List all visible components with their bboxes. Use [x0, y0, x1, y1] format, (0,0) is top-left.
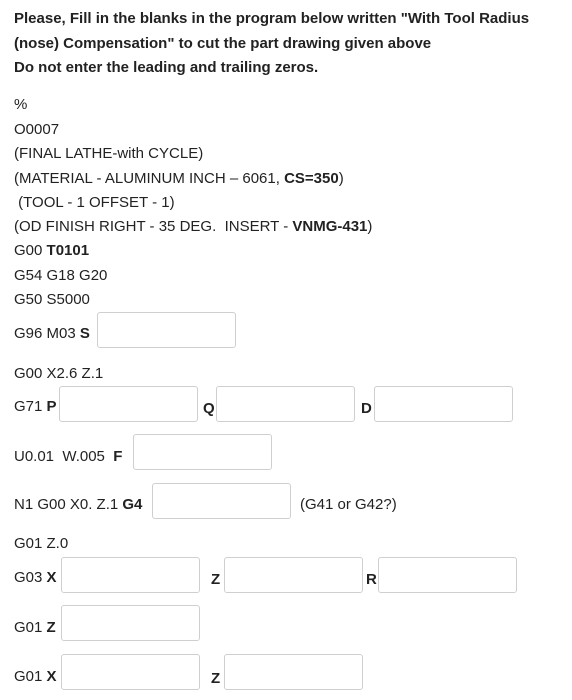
program-line-g01-x	[14, 668, 57, 686]
n1-text: N1 G00 X0. Z.1	[14, 496, 123, 513]
f-label: F	[113, 448, 123, 465]
program-line-g00	[14, 242, 89, 260]
q-label: Q	[203, 400, 215, 417]
g96-text: G96 M03	[14, 325, 80, 342]
program-line-g71	[14, 398, 57, 416]
u-text: U0.01 W.005	[14, 448, 114, 465]
d-value-input[interactable]	[374, 386, 513, 422]
program-line-g03	[14, 569, 57, 587]
g01-x-z-input[interactable]	[224, 654, 363, 690]
f-value-input[interactable]	[133, 434, 272, 470]
g01-x-label: X	[46, 668, 57, 685]
g03-x-input[interactable]	[61, 557, 200, 593]
program-line-insert	[14, 218, 372, 236]
g4-label: G4	[122, 496, 143, 513]
program-line-g00-x: G00 X2.6 Z.1	[14, 365, 104, 382]
d-label: D	[361, 400, 372, 417]
program-line-tool: (TOOL - 1 OFFSET - 1)	[14, 194, 175, 211]
g01-x-input[interactable]	[61, 654, 200, 690]
g41-g42-hint: (G41 or G42?)	[300, 496, 397, 513]
g01-z-input[interactable]	[61, 605, 200, 641]
program-line-g54: G54 G18 G20	[14, 267, 108, 284]
material-text: (MATERIAL - ALUMINUM INCH – 6061,	[14, 170, 285, 187]
p-label: P	[46, 398, 57, 415]
g03-text: G03	[14, 569, 47, 586]
g00-text: G00	[14, 242, 47, 259]
s-label: S	[79, 325, 90, 342]
instructions	[14, 7, 564, 81]
p-value-input[interactable]	[59, 386, 198, 422]
g4-value-input[interactable]	[152, 483, 291, 519]
g01-z-label: Z	[46, 619, 56, 636]
program-line-number: O0007	[14, 121, 60, 138]
g03-z-label: Z	[211, 571, 221, 588]
program-line-g01-z0: G01 Z.0	[14, 535, 69, 552]
instruction-line-1: Please, Fill in the blanks in the program below written "With Tool Radius	[14, 10, 530, 27]
insert-close: )	[367, 218, 373, 235]
insert-text: (OD FINISH RIGHT - 35 DEG. INSERT -	[14, 218, 293, 235]
program-line-g50: G50 S5000	[14, 291, 90, 308]
g03-x-label: X	[46, 569, 57, 586]
cs-value: CS=350	[284, 170, 339, 187]
program-line-comment-final: (FINAL LATHE-with CYCLE)	[14, 145, 204, 162]
g01-x-text: G01	[14, 668, 47, 685]
g03-r-label: R	[366, 571, 377, 588]
g01-x-z-label: Z	[211, 670, 221, 687]
g03-r-input[interactable]	[378, 557, 517, 593]
g01-z-text: G01	[14, 619, 47, 636]
program-line-g96	[14, 325, 90, 343]
program-line-material	[14, 170, 344, 188]
material-close: )	[338, 170, 344, 187]
instruction-line-3: Do not enter the leading and trailing zeros.	[14, 59, 319, 76]
instruction-line-2: (nose) Compensation" to cut the part drawing given above	[14, 34, 432, 52]
tool-code: T0101	[46, 242, 90, 259]
program-line-u	[14, 448, 122, 466]
g71-text: G71	[14, 398, 47, 415]
g03-z-input[interactable]	[224, 557, 363, 593]
s-value-input[interactable]	[97, 312, 236, 348]
q-value-input[interactable]	[216, 386, 355, 422]
insert-value: VNMG-431	[292, 218, 368, 235]
program-line-g01-z	[14, 619, 56, 637]
program-line-n1	[14, 496, 142, 514]
program-line-percent: %	[14, 96, 28, 113]
